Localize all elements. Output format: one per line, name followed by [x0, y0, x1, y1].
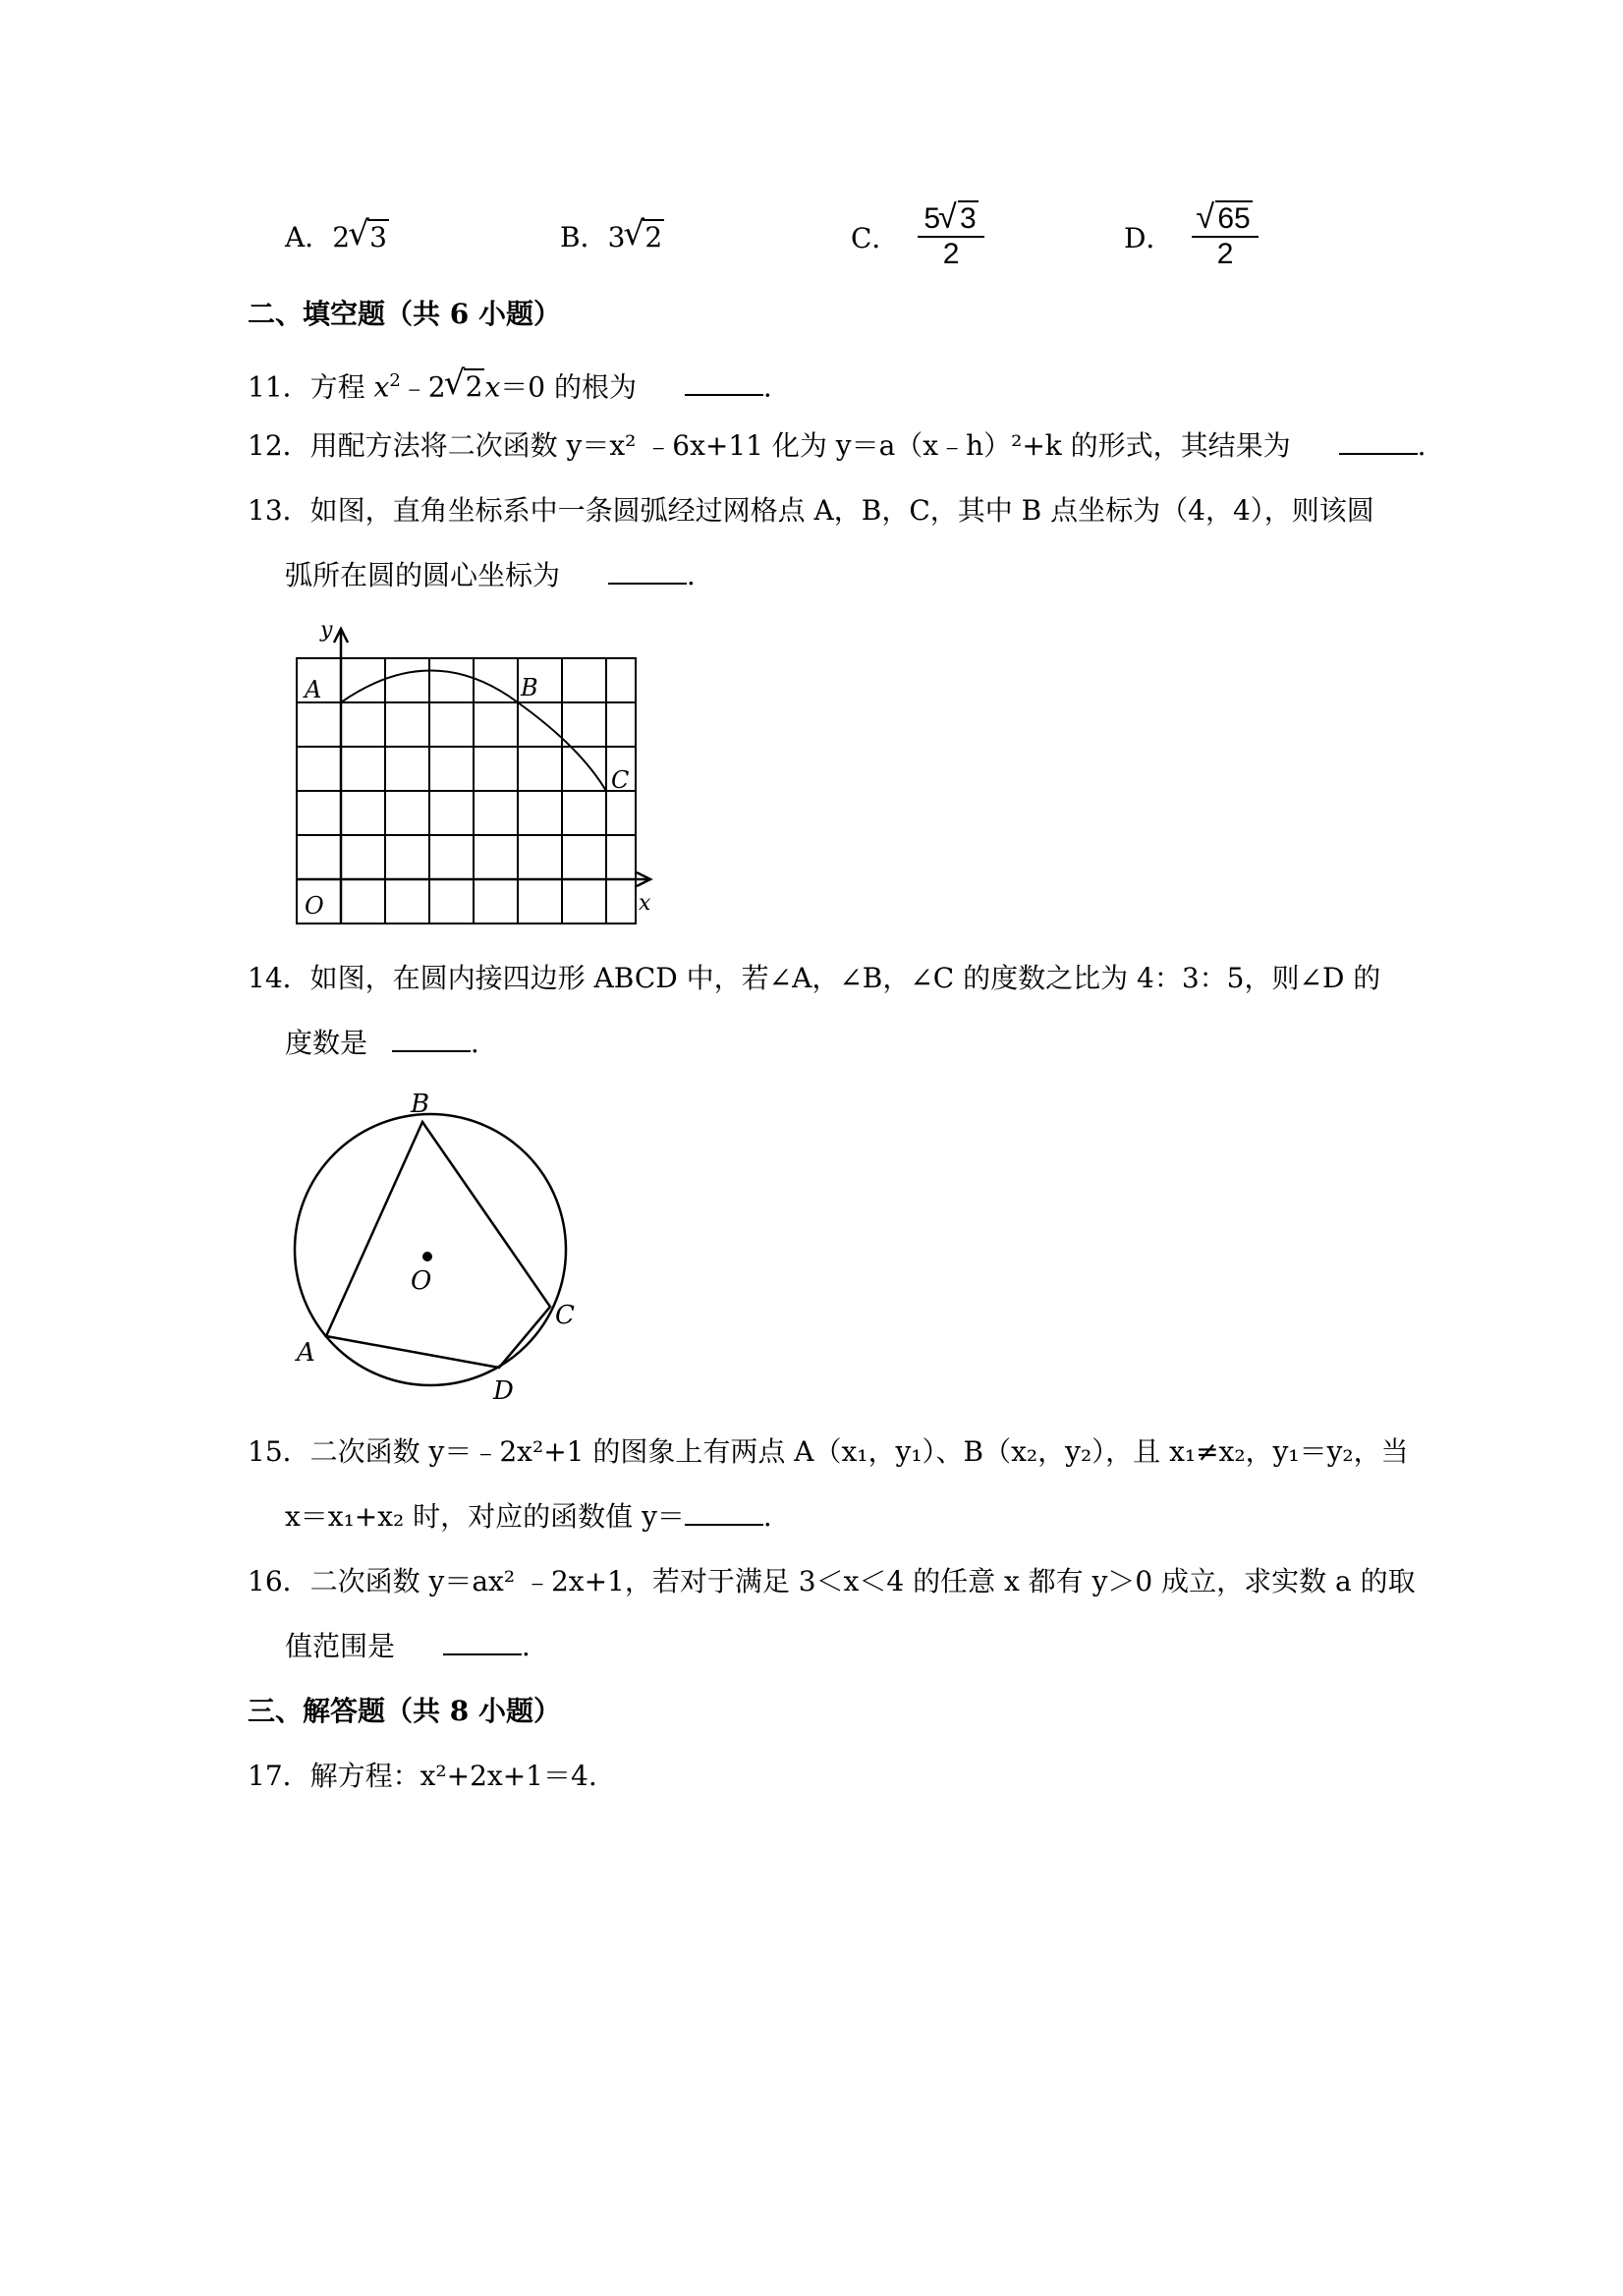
sqrt-symbol [1198, 202, 1252, 236]
q14-text-line1: 如图，在圆内接四边形 ABCD 中，若∠A，∠B，∠C 的度数之比为 4：3：5，则∠D 的 [309, 962, 1381, 994]
question-14-line2 [285, 1024, 479, 1063]
option-c-fraction [918, 202, 983, 271]
question-15-line2 [285, 1497, 772, 1537]
q12-end: . [1417, 429, 1427, 462]
q11-text-c: ＝0 的根为 [500, 370, 637, 404]
option-d-num-radicand: 65 [1217, 202, 1251, 235]
option-d-fraction [1192, 202, 1258, 271]
q16-end: . [521, 1630, 531, 1662]
q16-text-line2: 值范围是 [285, 1630, 396, 1662]
q13-text-line1: 如图，直角坐标系中一条圆弧经过网格点 A，B，C，其中 B 点坐标为（4，4），则该圆 [309, 494, 1374, 527]
option-a [285, 218, 389, 257]
center-point [422, 1252, 432, 1261]
point-d-label: D [493, 1376, 514, 1406]
option-d-label: D． [1124, 222, 1174, 254]
question-number: 17． [248, 1760, 310, 1792]
q11-exponent: 2 [389, 370, 401, 391]
q11-var-x2: x [484, 370, 501, 404]
option-a-label: A． [285, 221, 333, 253]
q11-end: . [762, 370, 772, 404]
option-b [560, 218, 664, 257]
point-b-label: B [411, 1090, 430, 1119]
question-13-line2 [285, 556, 696, 595]
q14-text-line2: 度数是 [285, 1027, 368, 1059]
q17-text: 解方程：x²+2x+1＝4. [309, 1760, 597, 1792]
question-16-line2 [285, 1627, 531, 1666]
q15-text-line2: x＝x₁+x₂ 时，对应的函数值 y＝ [285, 1500, 685, 1533]
sqrt-symbol [940, 202, 979, 236]
option-a-coef: 2 [332, 221, 351, 253]
answer-blank[interactable] [443, 1630, 522, 1655]
section-3-title: 三、解答题（共 8 小题） [248, 1695, 561, 1727]
quadrilateral-abcd [326, 1122, 550, 1368]
answer-blank[interactable] [685, 370, 763, 396]
y-label: y [320, 619, 333, 643]
question-number: 14． [248, 962, 310, 994]
answer-blank[interactable] [392, 1027, 471, 1052]
option-b-coef: 3 [607, 221, 626, 253]
sqrt-symbol [625, 218, 664, 257]
point-c-label: C [611, 766, 630, 794]
q13-end: . [686, 559, 696, 591]
center-o-label: O [411, 1266, 432, 1296]
question-number: 15． [248, 1435, 310, 1468]
option-d-denominator: 2 [1216, 238, 1234, 270]
answer-blank[interactable] [1339, 429, 1418, 455]
q14-circle-figure [285, 1083, 599, 1407]
section-2-title: 二、填空题（共 6 小题） [248, 298, 561, 330]
option-b-label: B． [560, 221, 608, 253]
q11-text-b: ﹣2 [400, 370, 446, 404]
question-number: 13． [248, 494, 310, 527]
point-c-label: C [555, 1301, 575, 1330]
point-b-label: B [521, 674, 538, 701]
option-d [1124, 202, 1259, 271]
option-c-denominator: 2 [942, 238, 960, 270]
option-c-num-radicand: 3 [960, 202, 977, 235]
question-11 [248, 362, 772, 407]
option-c-label: C． [851, 222, 900, 254]
question-14-line1 [248, 959, 1380, 998]
question-13-line1 [248, 491, 1374, 531]
point-a-label: A [305, 676, 322, 703]
option-c-num-coef: 5 [923, 202, 941, 235]
x-label: x [639, 891, 651, 916]
option-c [851, 202, 984, 271]
q12-text: 用配方法将二次函数 y＝x² ﹣6x+11 化为 y＝a（x﹣h）²+k 的形式，其结果为 [309, 429, 1291, 462]
option-a-radicand: 3 [369, 221, 387, 253]
sqrt-symbol [446, 367, 485, 407]
point-a-label: A [297, 1338, 315, 1368]
question-number: 11． [248, 370, 310, 404]
q15-end: . [762, 1500, 772, 1533]
circumscribed-circle [295, 1114, 566, 1385]
question-number: 12． [248, 429, 310, 462]
sqrt-symbol [350, 218, 389, 257]
q16-text-line1: 二次函数 y＝ax² ﹣2x+1，若对于满足 3＜x＜4 的任意 x 都有 y＞0 成立，求实数 a 的取 [309, 1565, 1416, 1597]
q11-radicand: 2 [465, 370, 483, 404]
question-12 [248, 426, 1426, 466]
q14-end: . [470, 1027, 479, 1059]
q11-text: 方程 [309, 370, 374, 404]
question-number: 16． [248, 1565, 310, 1597]
origin-label: O [305, 892, 324, 920]
q13-text-line2: 弧所在圆的圆心坐标为 [285, 559, 561, 591]
question-15-line1 [248, 1432, 1409, 1472]
q13-grid-figure [285, 619, 658, 933]
question-17 [248, 1757, 597, 1796]
question-16-line1 [248, 1562, 1416, 1601]
option-b-radicand: 2 [644, 221, 663, 253]
q15-text-line1: 二次函数 y＝﹣2x²+1 的图象上有两点 A（x₁，y₁）、B（x₂，y₂），且 x₁≠x₂，y₁＝y₂，当 [309, 1435, 1409, 1468]
answer-blank[interactable] [685, 1500, 763, 1526]
answer-blank[interactable] [608, 559, 687, 585]
q11-var-x: x [373, 370, 390, 404]
